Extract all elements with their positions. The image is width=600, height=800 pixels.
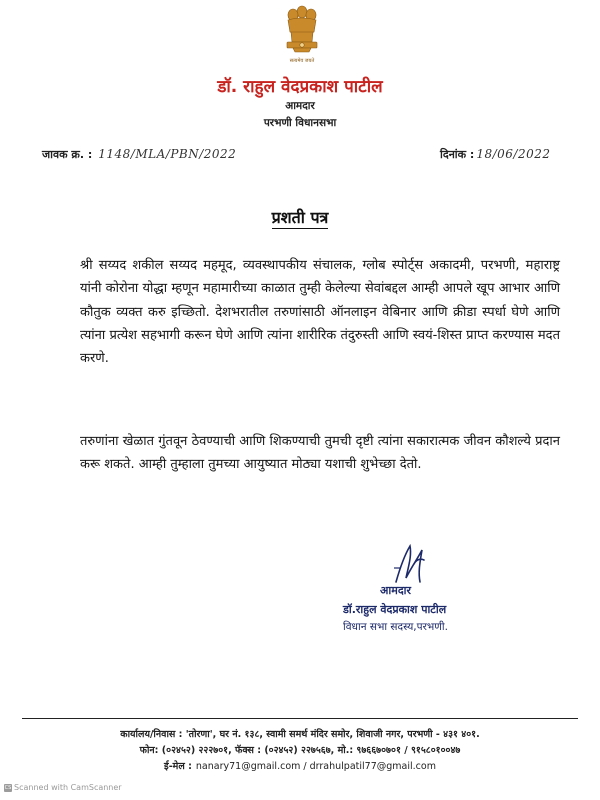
reference-label: जावक क्र. : bbox=[42, 148, 93, 161]
national-emblem-icon bbox=[279, 2, 325, 66]
reference-number bbox=[42, 147, 236, 162]
letter-title-text: प्रशती पत्र bbox=[271, 208, 329, 227]
scanner-watermark-text: Scanned with CamScanner bbox=[14, 783, 122, 792]
date-value: 18/06/2022 bbox=[476, 147, 551, 161]
scanner-watermark bbox=[4, 783, 122, 792]
signature-icon bbox=[390, 538, 430, 588]
email-label: ई-मेल : bbox=[164, 761, 192, 772]
reference-value: 1148/MLA/PBN/2022 bbox=[98, 147, 237, 161]
signatory-post: विधान सभा सदस्य,परभणी. bbox=[343, 621, 448, 633]
footer-phones: फोन: (०२४५२) २२२७०१, फॅक्स : (०२४५२) २२७५६७, मो.: ९७६६७०७०१ / ९१५८०१००४७ bbox=[139, 745, 461, 756]
signatory-name: डॉ.राहुल वेदप्रकाश पाटील bbox=[343, 603, 447, 616]
emblem-motto: सत्यमेव जयते bbox=[289, 58, 315, 64]
body-paragraph-1: श्री सय्यद शकील सय्यद महमूद, व्यवस्थापकीय संचालक, ग्लोब स्पोर्ट्स अकादमी, परभणी, महाराष्ट्र यांनी कोरोना योद्धा म्हणून महामारीच्या काळात तुम्ही केलेल्या सेवांबद्दल आम्ही आपले खूप आभार आणि कौतुक व्यक्त करु इच्छितो. देशभरातील तरुणांसाठी ऑनलाइन वेबिनार आणि क्रीडा स्पर्धा घेणे आणि त्यांना प्रत्येश सहभागी करून घेणे आणि त्यांना शारीरिक तंदुरुस्ती आणि स्वयं-शिस्त प्राप्त करण्यास मदत करणे. bbox=[80, 258, 560, 367]
designation: आमदार bbox=[285, 100, 315, 112]
letter-title bbox=[0, 206, 600, 228]
footer-email bbox=[0, 759, 600, 772]
footer-address: कार्यालय/निवास : 'तोरणा', घर नं. १३८, स्वामी समर्थ मंदिर समोर, शिवाजी नगर, परभणी - ४३१ ४०१. bbox=[120, 729, 480, 740]
letter-date bbox=[440, 147, 551, 162]
email-value: nanary71@gmail.com / drrahulpatil77@gmail.com bbox=[195, 761, 436, 772]
signatory-designation: आमदार bbox=[380, 584, 412, 597]
mla-name: डॉ. राहुल वेदप्रकाश पाटील bbox=[217, 77, 383, 97]
camscanner-icon: CS bbox=[4, 784, 12, 791]
footer-divider bbox=[22, 718, 578, 719]
constituency: परभणी विधानसभा bbox=[263, 117, 337, 129]
date-label: दिनांक : bbox=[440, 148, 475, 161]
body-paragraph-2: तरुणांना खेळात गुंतवून ठेवण्याची आणि शिकण्याची तुमची दृष्टी त्यांना सकारात्मक जीवन कौशल्ये प्रदान करू शकते. आम्ही तुम्हाला तुमच्या आयुष्यात मोठ्या यशाची शुभेच्छा देतो. bbox=[80, 434, 560, 473]
